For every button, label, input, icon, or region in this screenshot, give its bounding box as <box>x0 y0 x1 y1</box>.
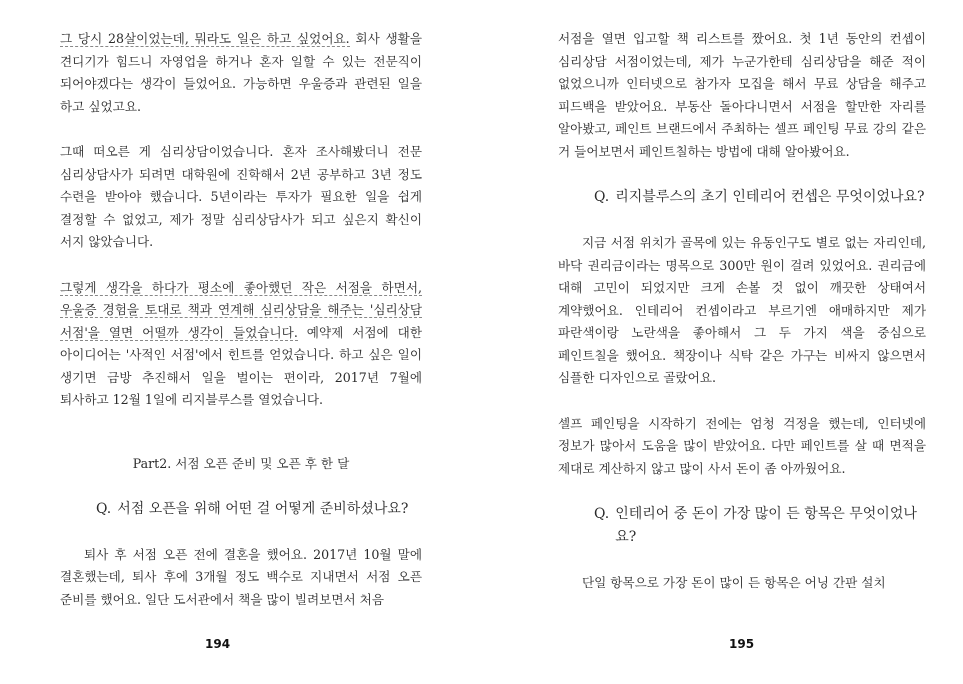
paragraph: 셀프 페인팅을 시작하기 전에는 엄청 걱정을 했는데, 인터넷에 정보가 많아서 도움을 많이 받았어요. 다만 페인트를 살 때 면적을 제대로 계산하지 않고 많이 사서 돈이 좀 아까웠어요. <box>558 415 926 476</box>
question-text: 인테리어 중 돈이 가장 많이 든 항목은 무엇이었나요? <box>615 506 917 545</box>
underlined-text: 그 당시 28살이었는데, 뭐라도 일은 하고 싶었어요. <box>60 31 350 46</box>
question <box>558 503 926 549</box>
question-mark: Q. <box>594 189 610 205</box>
paragraph: 그때 떠오른 게 심리상담이었습니다. 혼자 조사해봤더니 전문 심리상담사가 되려면 대학원에 진학해서 2년 공부하고 3년 정도 수련을 받아야 했습니다. 5년이라는 투자가 필요한 일을 쉽게 결정할 수 없었고, 제가 정말 심리상담사가 되고 싶은지 확신이 서지 않았습니다. <box>60 144 422 249</box>
answer-paragraph: 퇴사 후 서점 오픈 전에 결혼을 했어요. 2017년 10월 말에 결혼했는데, 퇴사 후에 3개월 정도 백수로 지내면서 서점 오픈 준비를 했어요. 일단 도서관에서 책을 많이 빌려보면서 처음 <box>60 546 422 607</box>
question <box>558 186 926 209</box>
question <box>60 498 422 521</box>
paragraph-text: 예약제 서점에 대한 아이디어는 '사적인 서점'에서 힌트를 얻었습니다. 하고 싶은 일이 생기면 금방 추진해서 일을 벌이는 편이라, 2017년 7월에 퇴사하고 12월 1일에 리지블루스를 열었습니다. <box>60 324 422 407</box>
question-text: 서점 오픈을 위해 어떤 걸 어떻게 준비하셨나요? <box>117 500 409 517</box>
underlined-text: 그렇게 생각을 하다가 평소에 좋아했던 작은 서점을 하면서, 우울증 경험을 토대로 책과 연계해 심리상담을 해주는 '심리상담 서점'을 열면 어떨까 생각이 들었습니다. <box>60 279 422 340</box>
paragraph <box>60 28 422 118</box>
page-number-left: 194 <box>205 637 231 651</box>
answer-paragraph: 단일 항목으로 가장 돈이 많이 든 항목은 어닝 간판 설치 <box>581 575 886 590</box>
page-number-right: 195 <box>729 637 755 651</box>
question-mark: Q. <box>594 506 610 522</box>
paragraph-text: 회사 생활을 견디기가 힘드니 자영업을 하거나 혼자 일할 수 있는 전문직이 되어야겠다는 생각이 들었어요. 가능하면 우울증과 관련된 일을 하고 싶었고요. <box>60 31 422 114</box>
paragraph: 서점을 열면 입고할 책 리스트를 짰어요. 첫 1년 동안의 컨셉이 심리상담 서점이었는데, 제가 누군가한테 심리상담을 해준 적이 없었으니까 인터넷으로 참가자 모집을 해서 무료 상담을 해주고 피드백을 받았어요. 부동산 돌아다니면서 서점을 할만한 자리를 알아봤고, 페인트 브랜드에서 주최하는 셀프 페인팅 무료 강의 같은 거 들어보면서 페인트칠하는 방법에 대해 알아봤어요. <box>558 31 926 159</box>
question-text: 리지블루스의 초기 인테리어 컨셉은 무엇이었나요? <box>615 189 925 205</box>
left-page <box>60 28 422 611</box>
section-title: Part2. 서점 오픈 준비 및 오픈 후 한 달 <box>132 455 350 471</box>
question-mark: Q. <box>96 500 112 517</box>
right-page <box>558 28 926 595</box>
paragraph <box>60 277 422 412</box>
answer-paragraph: 지금 서점 위치가 골목에 있는 유동인구도 별로 없는 자리인데, 바닥 권리금이라는 명목으로 300만 원이 걸려 있었어요. 권리금에 대해 고민이 되었지만 크게 손볼 것 없이 깨끗한 상태여서 계약했어요. 인테리어 컨셉이라고 부르기엔 애매하지만 제가 파란색이랑 노란색을 좋아해서 그 두 가지 색을 중심으로 페인트칠을 했어요. 책장이나 식탁 같은 가구는 비싸지 않으면서 심플한 디자인으로 골랐어요. <box>558 235 926 385</box>
